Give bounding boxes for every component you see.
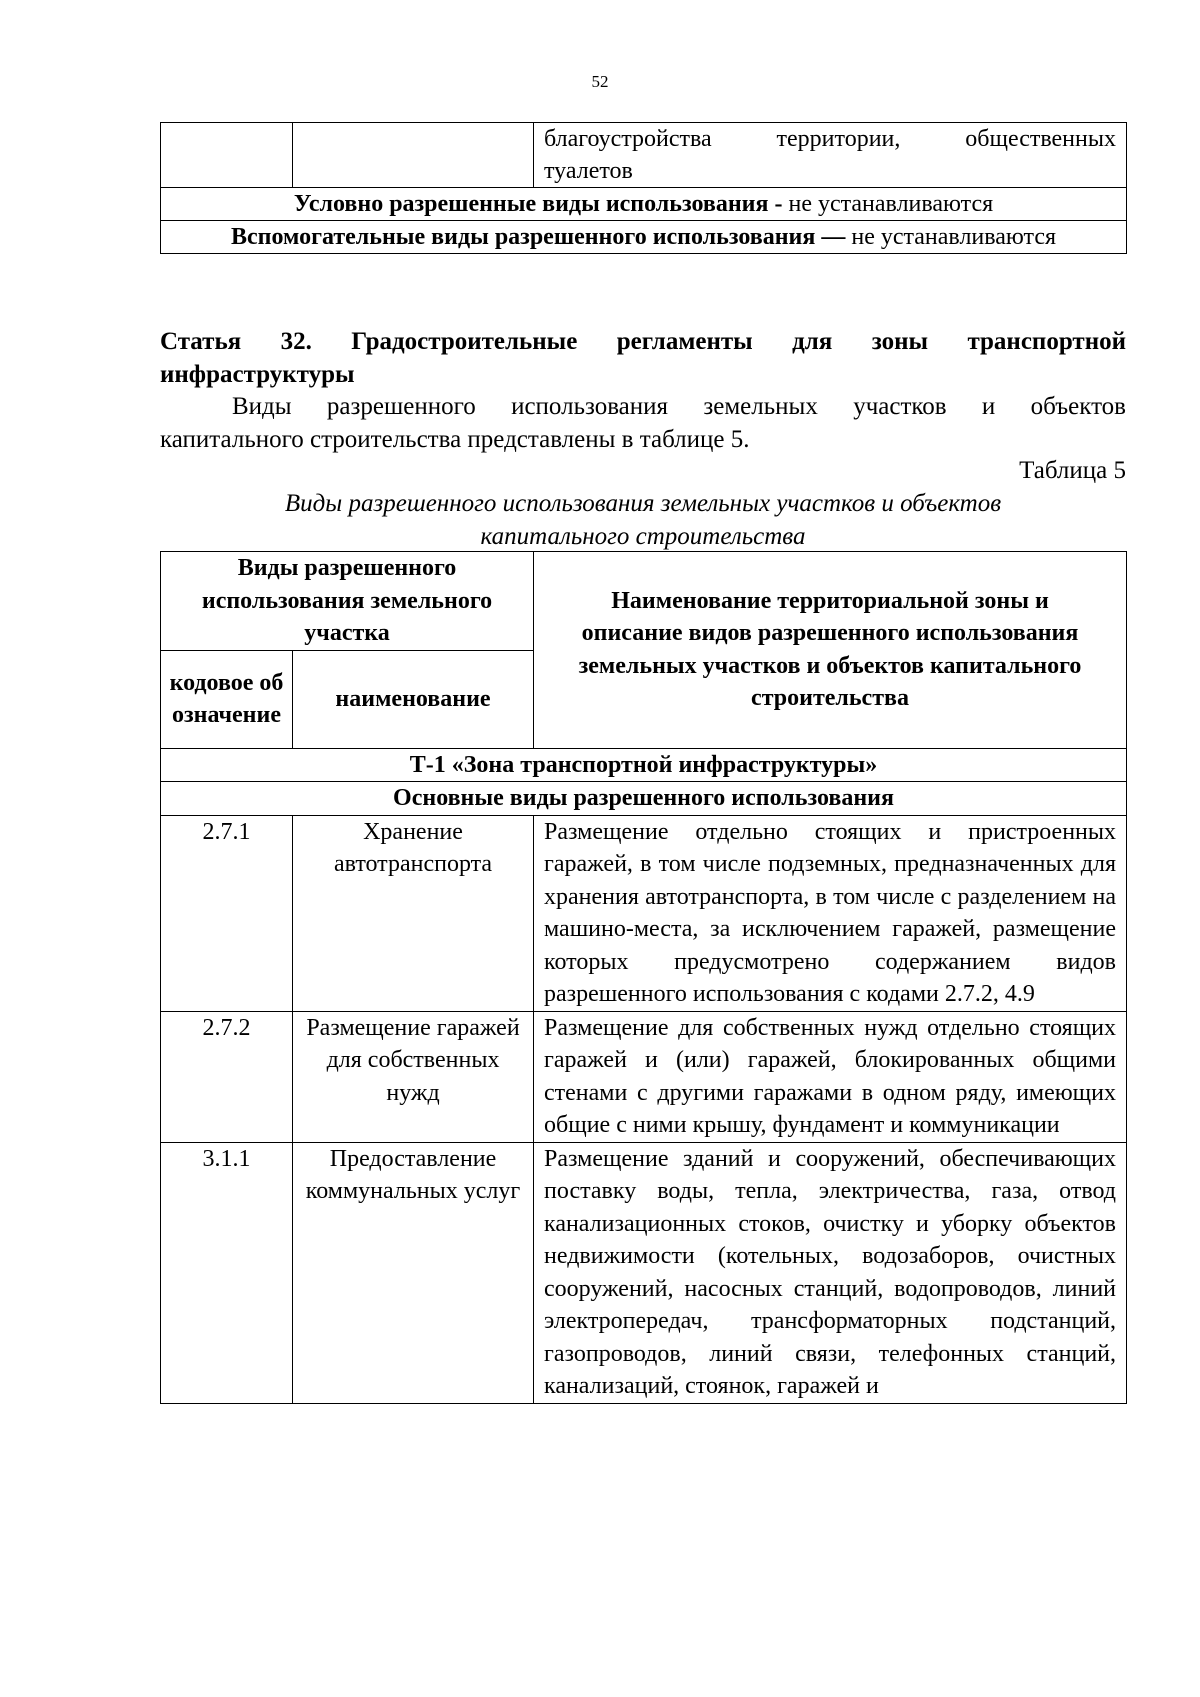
article-heading: Статья 32. Градостроительные регламенты для зоны транспортной инфраструктуры xyxy=(160,328,1126,388)
description-cell: Размещение отдельно стоящих и пристроенных гаражей, в том числе подземных, предназначенных для хранения автотранспорта, в том числе с разделением на машино-места, за исключением гаражей, размещение которых предусмотрено содержанием видов разрешенного использования с кодами 2.7.2, 4.9 xyxy=(534,815,1127,1011)
description-cell: Размещение для собственных нужд отдельно стоящих гаражей и (или) гаражей, блокированных общими стенами с другими гаражами в одном ряду, имеющих общие с ними крышу, фундамент и коммуникации xyxy=(534,1011,1127,1142)
section-title-row xyxy=(161,782,1127,816)
name-cell: Размещение гаражей для собственных нужд xyxy=(293,1011,534,1142)
table-row xyxy=(161,1011,1127,1142)
description-cell: Размещение зданий и сооружений, обеспечивающих поставку воды, тепла, электричества, газа, отвод канализационных стоков, очистку и уборку объектов недвижимости (котельных, водозаборов, очистных сооружений, насосных станций, водопроводов, линий электропередач, трансформаторных подстанций, газопроводов, линий связи, телефонных станций, канализаций, стоянок, гаражей и xyxy=(534,1142,1127,1403)
conditional-uses-label: Условно разрешенные виды использования - xyxy=(293,191,783,217)
table-cell-description xyxy=(534,123,1127,188)
auxiliary-uses-row xyxy=(161,221,1127,254)
table-caption xyxy=(160,487,1126,553)
code-cell: 2.7.1 xyxy=(161,815,293,1011)
land-use-table xyxy=(160,551,1127,1404)
table-row xyxy=(161,1142,1127,1403)
description-line: туалетов xyxy=(544,158,633,184)
table-row xyxy=(161,221,1127,254)
section-title: Основные виды разрешенного использования xyxy=(161,782,1127,816)
conditional-uses-value: не устанавливаются xyxy=(788,191,994,217)
auxiliary-uses-label: Вспомогательные виды разрешенного использования — xyxy=(231,224,846,250)
description-line: благоустройства территории, общественных xyxy=(544,126,1116,152)
table-row xyxy=(161,815,1127,1011)
header-code-cell: кодовое обозначение xyxy=(161,650,293,748)
table-label: Таблица 5 xyxy=(1019,457,1126,484)
header-description-cell: Наименование территориальной зоны и описание видов разрешенного использования земельных участков и объектов капитального строительства xyxy=(534,552,1127,749)
name-cell: Предоставление коммунальных услуг xyxy=(293,1142,534,1403)
table-caption-line: Виды разрешенного использования земельных участков и объектов xyxy=(284,490,1002,517)
table-row xyxy=(161,123,1127,188)
zone-title-row xyxy=(161,748,1127,782)
conditional-uses-row xyxy=(161,188,1127,221)
intro-line: капитального строительства представлены в таблице 5. xyxy=(160,426,750,453)
auxiliary-uses-value: не устанавливаются xyxy=(851,224,1057,250)
table-row xyxy=(161,188,1127,221)
intro-line: Виды разрешенного использования земельных участков и объектов xyxy=(232,393,1126,420)
header-group-cell: Виды разрешенного использования земельного участка xyxy=(161,552,534,651)
table-cell-empty xyxy=(293,123,534,188)
table-cell-empty xyxy=(161,123,293,188)
table-caption-line: капитального строительства xyxy=(480,523,806,550)
continuation-table xyxy=(160,122,1127,254)
code-cell: 3.1.1 xyxy=(161,1142,293,1403)
code-cell: 2.7.2 xyxy=(161,1011,293,1142)
table-header-row xyxy=(161,552,1127,651)
intro-paragraph xyxy=(160,390,1126,456)
name-cell: Хранение автотранспорта xyxy=(293,815,534,1011)
page-number: 52 xyxy=(591,72,609,91)
header-name-cell: наименование xyxy=(293,650,534,748)
zone-title: Т-1 «Зона транспортной инфраструктуры» xyxy=(161,748,1127,782)
